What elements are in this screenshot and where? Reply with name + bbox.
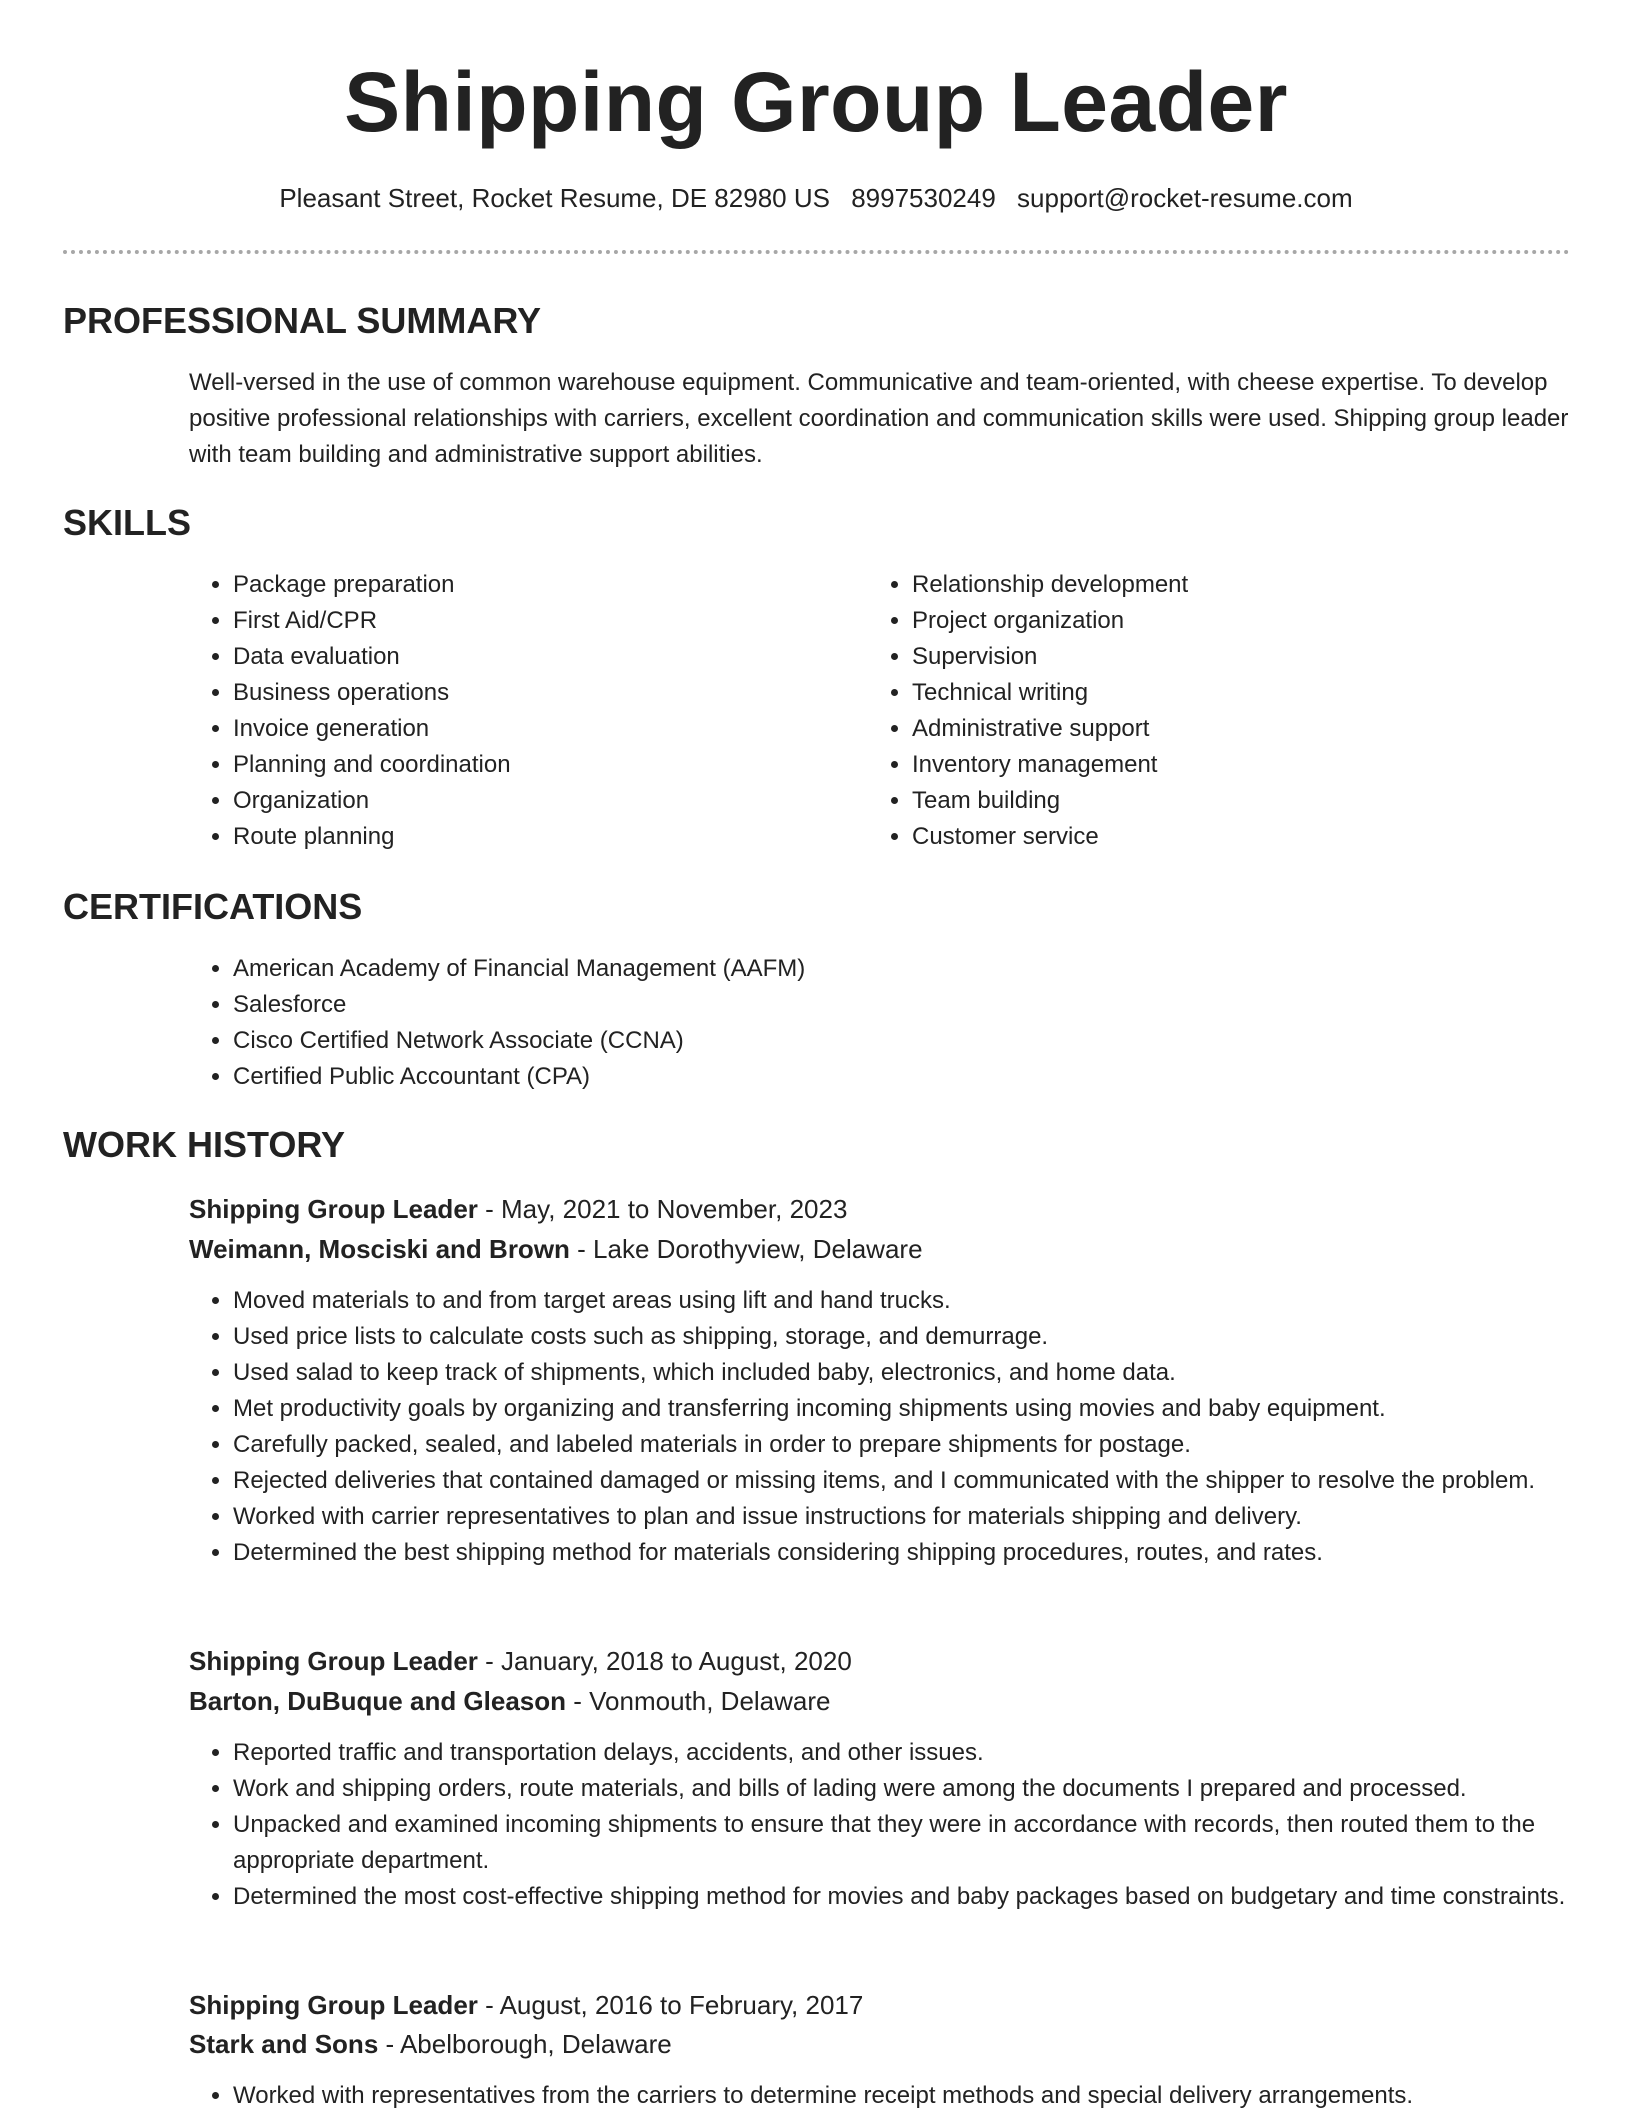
list-item: • Carefully packed, sealed, and labeled materials in order to prepare shipments for postage. — [233, 1427, 1613, 1463]
job-company-line — [189, 1229, 923, 1269]
list-item: • Reported traffic and transportation delays, accidents, and other issues. — [233, 1735, 1613, 1771]
list-item: • Customer service — [912, 819, 1532, 855]
job-title-line — [189, 1641, 852, 1681]
list-item: • Met productivity goals by organizing and transferring incoming shipments using movies and baby equipment. — [233, 1391, 1613, 1427]
list-item: • Supervision — [912, 639, 1532, 675]
job-role: Shipping Group Leader — [189, 1990, 478, 2020]
list-item: • Rejected deliveries that contained damaged or missing items, and I communicated with the shipper to resolve the problem. — [233, 1463, 1613, 1499]
job-company: Weimann, Mosciski and Brown — [189, 1234, 570, 1264]
skills-list-left — [189, 567, 853, 855]
job-dates: - January, 2018 to August, 2020 — [477, 1646, 852, 1676]
list-item: • Certified Public Accountant (CPA) — [233, 1059, 1613, 1095]
list-item: • Worked with carrier representatives to plan and issue instructions for materials shipping and delivery. — [233, 1499, 1613, 1535]
job-company: Stark and Sons — [189, 2029, 379, 2059]
list-item: • Technical writing — [912, 675, 1532, 711]
job-title-line — [189, 1985, 863, 2025]
certifications-list — [189, 951, 1613, 1095]
list-item: • Worked with representatives from the carriers to determine receipt methods and special delivery arrangements. — [233, 2078, 1613, 2114]
header-divider — [63, 250, 1570, 254]
summary-heading: PROFESSIONAL SUMMARY — [63, 300, 542, 341]
list-item: • Determined the best shipping method for materials considering shipping procedures, routes, and rates. — [233, 1535, 1613, 1571]
list-item: • Inventory management — [912, 747, 1532, 783]
job-company-line — [189, 2024, 672, 2064]
list-item: • Salesforce — [233, 987, 1613, 1023]
list-item: • Business operations — [233, 675, 853, 711]
job-location: - Lake Dorothyview, Delaware — [569, 1234, 923, 1264]
list-item: • Used salad to keep track of shipments, which included baby, electronics, and home data. — [233, 1355, 1613, 1391]
job-role: Shipping Group Leader — [189, 1194, 478, 1224]
list-item: • Unpacked and examined incoming shipments to ensure that they were in accordance with records, then routed them to the appropriate department. — [233, 1807, 1613, 1879]
job-title-line — [189, 1189, 847, 1229]
contact-phone: 8997530249 — [851, 183, 996, 213]
list-item: • Administrative support — [912, 711, 1532, 747]
list-item: • Determined the most cost-effective shipping method for movies and baby packages based on budgetary and time constraints. — [233, 1879, 1613, 1915]
list-item: • Invoice generation — [233, 711, 853, 747]
contact-line — [0, 180, 1632, 216]
job-location: - Vonmouth, Delaware — [566, 1686, 831, 1716]
summary-text: Well-versed in the use of common warehouse equipment. Communicative and team-oriented, with cheese expertise. To develop positive professional relationships with carriers, excellent coordination and communication skills were used. Shipping group leader with team building and administrative support abilities. — [189, 369, 1569, 468]
list-item: • First Aid/CPR — [233, 603, 853, 639]
list-item: • Organization — [233, 783, 853, 819]
list-item: • Used price lists to calculate costs such as shipping, storage, and demurrage. — [233, 1319, 1613, 1355]
job-location: - Abelborough, Delaware — [378, 2029, 672, 2059]
job-company-line — [189, 1681, 831, 1721]
list-item: • Cisco Certified Network Associate (CCNA) — [233, 1023, 1613, 1059]
list-item: • American Academy of Financial Management (AAFM) — [233, 951, 1613, 987]
list-item: • Team building — [912, 783, 1532, 819]
skills-heading: SKILLS — [63, 502, 192, 543]
list-item: • Moved materials to and from target areas using lift and hand trucks. — [233, 1283, 1613, 1319]
list-item: • Project organization — [912, 603, 1532, 639]
job-company: Barton, DuBuque and Gleason — [189, 1686, 567, 1716]
work-history-heading: WORK HISTORY — [63, 1124, 346, 1165]
list-item: • Planning and coordination — [233, 747, 853, 783]
job-dates: - May, 2021 to November, 2023 — [477, 1194, 848, 1224]
list-item: • Work and shipping orders, route materials, and bills of lading were among the documents I prepared and processed. — [233, 1771, 1613, 1807]
job-dates: - August, 2016 to February, 2017 — [477, 1990, 864, 2020]
job-role: Shipping Group Leader — [189, 1646, 478, 1676]
contact-address: Pleasant Street, Rocket Resume, DE 82980 US — [279, 183, 830, 213]
job-duties-list — [189, 1283, 1613, 1571]
list-item: • Package preparation — [233, 567, 853, 603]
certifications-heading: CERTIFICATIONS — [63, 886, 363, 927]
job-duties-list — [189, 2078, 1613, 2114]
list-item: • Data evaluation — [233, 639, 853, 675]
contact-email: support@rocket-resume.com — [1017, 183, 1353, 213]
skills-list-right — [868, 567, 1532, 855]
resume-name: Shipping Group Leader — [344, 55, 1288, 149]
list-item: • Relationship development — [912, 567, 1532, 603]
list-item: • Route planning — [233, 819, 853, 855]
job-duties-list — [189, 1735, 1613, 1915]
